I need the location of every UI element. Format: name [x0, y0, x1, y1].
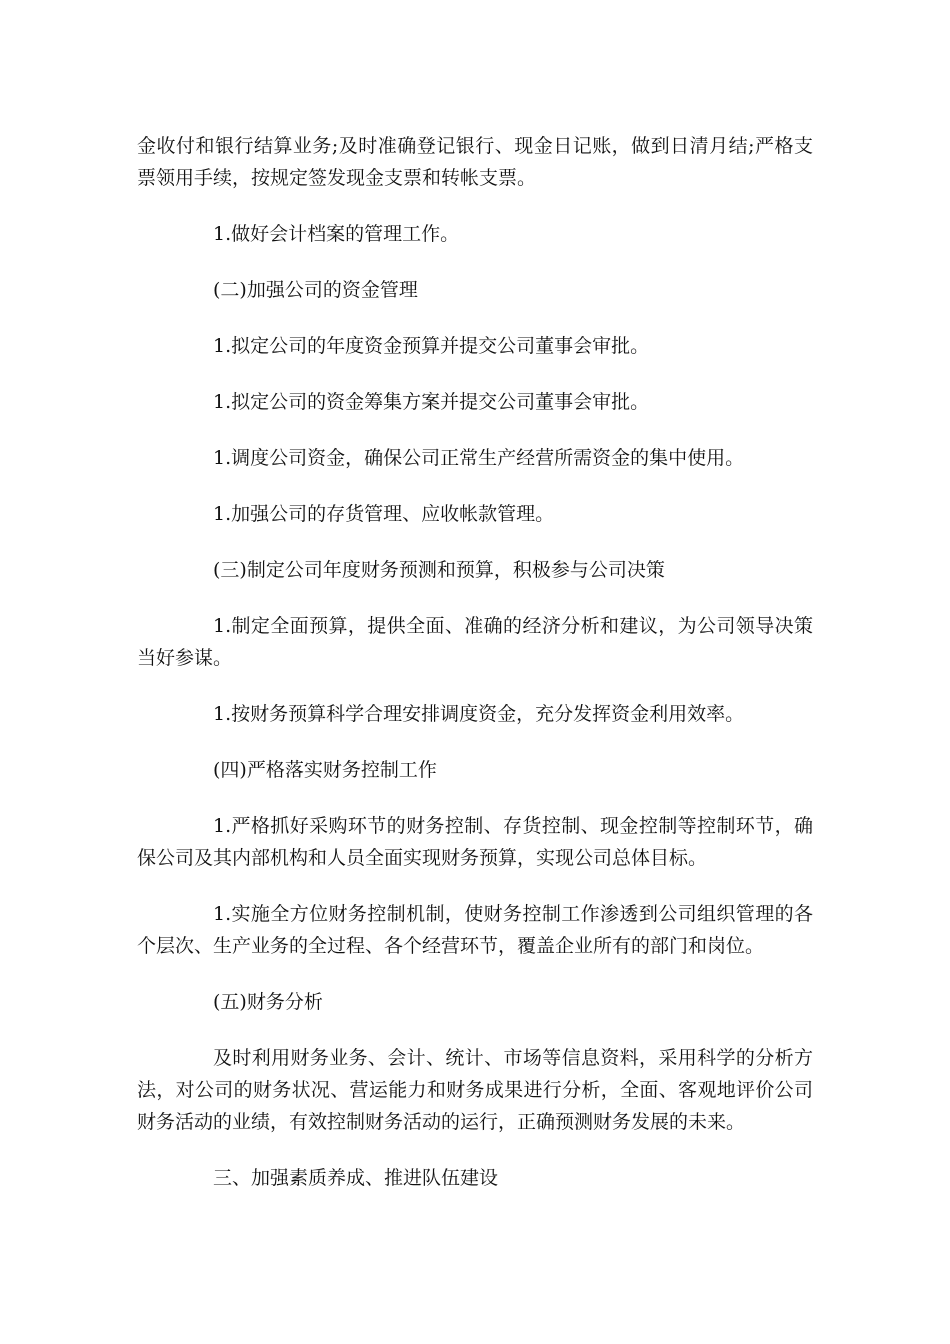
paragraph-procurement-control: 1.严格抓好采购环节的财务控制、存货控制、现金控制等控制环节，确保公司及其内部机构和人员全面实现财务预算，实现公司总体目标。	[137, 815, 813, 869]
paragraph-inventory-receivables: 1.加强公司的存货管理、应收帐款管理。	[213, 503, 555, 525]
paragraph-fund-dispatch: 1.调度公司资金，确保公司正常生产经营所需资金的集中使用。	[213, 447, 745, 469]
paragraph-financing-plan: 1.拟定公司的资金筹集方案并提交公司董事会审批。	[213, 391, 650, 413]
document-body	[137, 130, 813, 1218]
paragraph-comprehensive-budget: 1.制定全面预算，提供全面、准确的经济分析和建议，为公司领导决策当好参谋。	[137, 615, 813, 669]
paragraph-annual-budget: 1.拟定公司的年度资金预算并提交公司董事会审批。	[213, 335, 650, 357]
section-heading-financial-analysis: (五)财务分析	[213, 991, 323, 1013]
section-heading-team-building: 三、加强素质养成、推进队伍建设	[213, 1167, 499, 1189]
paragraph-fund-efficiency: 1.按财务预算科学合理安排调度资金，充分发挥资金利用效率。	[213, 703, 745, 725]
paragraph-cash-settlement: 金收付和银行结算业务;及时准确登记银行、现金日记账，做到日清月结;严格支票领用手续，按规定签发现金支票和转帐支票。	[137, 135, 813, 189]
section-heading-forecast-budget: (三)制定公司年度财务预测和预算，积极参与公司决策	[213, 559, 665, 581]
paragraph-control-mechanism: 1.实施全方位财务控制机制，使财务控制工作渗透到公司组织管理的各个层次、生产业务的全过程、各个经营环节，覆盖企业所有的部门和岗位。	[137, 903, 813, 957]
paragraph-analysis-details: 及时利用财务业务、会计、统计、市场等信息资料，采用科学的分析方法，对公司的财务状况、营运能力和财务成果进行分析，全面、客观地评价公司财务活动的业绩，有效控制财务活动的运行，正确预测财务发展的未来。	[137, 1047, 813, 1133]
section-heading-fund-management: (二)加强公司的资金管理	[213, 279, 418, 301]
section-heading-financial-control: (四)严格落实财务控制工作	[213, 759, 437, 781]
paragraph-archive-management: 1.做好会计档案的管理工作。	[213, 223, 460, 245]
